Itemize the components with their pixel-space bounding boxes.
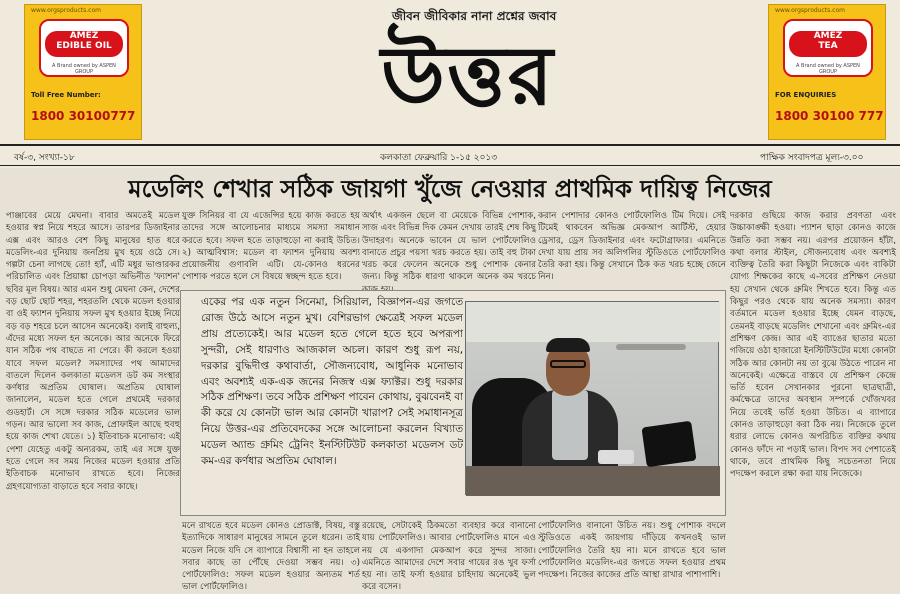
ad-phone-label: FOR ENQUIRIES (775, 91, 837, 99)
column-text: দরকার গুছিয়ে কাজ করার প্রবণতা এবং উচ্চাকাঙ্ক্ষী হওয়া। প্যাশন ছাড়া কোনও কাজে উন্নতি করা সম্ভব নয়। এরপর প্রয়োজন হাঁটা, কথা বলার স্টাইল, সৌজন্যবোধ এবং অবশ্যই ব্যক্তিত্ব তৈরি করা কিছুটা নিজেকে এবং বাকিটা যোগ্য শিক্ষকের কাছে এ-সবের প্রশিক্ষণ নেওয়া হয় সেখান থেকে গ্রুমিং শিখতে হবে। কিন্তু এত কিছুর পরও থেকে যায় অনেক সমস্যা। কারণ বর্তমানে মডেল হওয়ার ইচ্ছে যেমন বাড়ছে, তেমনই বাড়ছে মডেলিং শেখানো এবং গ্রুমিং-এর প্রশিক্ষণ কেন্দ্র। আর এই ব্যাঙের ছাতার মতো গজিয়ে ওঠা হাজারো ইনস্টিটিউটের মধ্যে কোনটা সঠিক আর কোনটা নয় তা বুঝে উঠতে পারেন না অনেকেই। এক্ষেত্রে বাস্তবে যে প্রশিক্ষণ কেন্দ্রে ভর্তি হবেন সেখানকার পুরনো ছাত্রছাত্রী, কর্মক্ষেত্রে তাদের অবস্থান সম্পর্কে খোঁজখবর নিয়ে তবেই ভর্তি হওয়া উচিত। এ ব্যাপারে কোনও তাড়াহুড়ো করা ঠিক নয়। নিজেকে তুলে ধরার লোভে কোনও অপরিচিত ব্যক্তির কথায় কোনও ফাঁদে না পড়াই ভাল। বিপদ সব পেশাতেই থাকে, তবে প্রাথমিক কিছু সচেতনতা নিয়ে পদক্ষেপ করলে রক্ষা করা যায় নিজেকে। (730, 211, 896, 480)
dateline-bar (0, 144, 900, 166)
intro-box (180, 290, 726, 516)
ad-group: A Brand owned by ASPEN GROUP (52, 63, 116, 75)
article-column-3-bottom (362, 520, 536, 593)
column-text: পোর্টফোলিও বানানো উচিত নয়। শুধু পোশাক বদলে স্টুডিওতে একই জায়গায় দাঁড়িয়ে কখনওই ভাল পোর্টফোলিও তৈরি হয় না। মনে রাখতে হবে ভাল পোর্টফোলিও মডেলিং-এর জগতে সফল হওয়ার প্রথম পদক্ষেপ। নিজের কাজের প্রতি আস্থা রাখার পাশাপাশি। (538, 521, 726, 581)
column-text: করান পেশাদার কোনও পোর্টফোলিও টিম দিয়ে। সেই টিমেই থাকবেন অভিজ্ঞ মেকআপ আর্টিস্ট, হেয়ার ড্রেসার, ড্রেস ডিজাইনার এবং ফটোগ্রাফার। এমনিতে দেখা যায় প্রায় সব অলিগলির স্টুডিওতে পোর্টফোলিও তৈরি করা হয়। কিন্তু সেখানে ঠিক কত খরচ হচ্ছে জেনে নিন। (538, 211, 726, 283)
amez-tea-advertisement[interactable] (768, 4, 886, 140)
photo-person-glasses (550, 360, 586, 368)
photo-lamp (616, 344, 686, 350)
article-headline: মডেলিং শেখার সঠিক জায়গা খুঁজে নেওয়ার প্রাথমিক দায়িত্ব নিজের (128, 175, 772, 203)
amez-logo (39, 19, 129, 77)
ad-brand: AMEZ EDIBLE OIL (45, 31, 123, 57)
photo-desk (466, 466, 720, 496)
article-column-2-bottom (182, 520, 360, 593)
issue-date: কলকাতা ফেব্রুয়ারি ১-১৫ ২০১৩ (380, 153, 498, 163)
ad-phone-number[interactable]: 1800 30100 777 (775, 109, 884, 123)
amez-oil-advertisement[interactable] (24, 4, 142, 140)
ad-phone-number[interactable]: 1800 30100777 (31, 109, 136, 123)
column-text: রয়েছে, সেটাকেই ঠিকমতো ব্যবহার করে বানানো যায় পোর্টফোলিও। আবার পোর্টফোলিও মানে এও নয় যে একগাদা মেকআপ করে সুন্দর সাজা। এমনিতে আমাদের দেশে সবার গায়ের রঙ খুব ফর্সা হয় না। তাই ফর্সা হওয়ার চাহিদায় অনেকেই ভুল করে বসেন। (362, 521, 536, 593)
article-column-4-top (538, 210, 726, 288)
article-column-5 (730, 210, 896, 578)
article-column-3-top (362, 210, 536, 288)
newspaper-name: উত্তর (381, 28, 555, 124)
photo-phone (598, 450, 634, 464)
column-text: যুক্ত সিনিয়র বা যে এজেন্সির হয়ে কাজ করতে হয় তাদের সঙ্গে আলোচনার মাধ্যমে সমস্যা সমাধান করতে হবে। সফল হতে তাড়াহুড়ো না করাই উচিত। ২) আত্মবিশ্বাস: মডেল বা ফ্যাশন দুনিয়ায় অবশ্য প্রয়োজনীয় গুণাবলি এটি। যে-কোনও ধরনের পোশাক পরতে হলে সে বিষয়ে স্বচ্ছন্দ হতে হবে। (182, 211, 360, 283)
column-text: পাঞ্জাবের মেয়ে মেঘনা। বাবার অমতেই মডেল হওয়ার স্বপ্ন নিয়ে শহরে আসে। তারপর ডিজাইনার এক্স এবং আরও বেশ কিছু মানুষের হাত ধরে মডেলিং-এর দুনিয়ায় জনপ্রিয় মুখ হয়ে ওঠে সে। গল্পটা চেনা লাগছে তো! হ্যাঁ, এটি মধুর ভাণ্ডারকর পরিচালিত এবং প্রিয়াঙ্কা চোপড়া অভিনীত 'ফ্যাশন' ছবির মূল বিষয়। আর এমন শুধু মেঘনা কেন, দেশের বড় ছোট ছোট শহর, শহরতলি থেকে মডেল হওয়ার বা ওই ফ্যাশন দুনিয়ায় সফল মুখ হওয়ার ইচ্ছে নিয়ে বড় বড় শহরে চলে আসেন অনেকেই। বলাই বাহুল্য, এঁদের মধ্যে সফল হন অনেকে। আর অনেকে ফিরে যান সঠিক পথ বাছতে না পেরে। কী করলে হওয়া যাবে সফল মডেল? সমস্যাদের পথ আমাদের বাতলে দিলেন কলকাতা মডেলস ডট কম সংস্থার কর্ণধার অপ্রতিম ঘোষাল। অপ্রতিম ঘোষাল জানালেন, মডেল হতে গেলে প্রথমেই দরকার গুডহার্ট। সে সঙ্গে দরকার সঠিক মডেলের ভাল গড়ন। আর ভালো সব কাজ, প্রোফাইল আছে হুবহু হয়ে কাজ শেখা যেতে। ১) ইতিবাচক মনোভাব: এই পেশা যেহেতু একটু অন্যরকম, তাই এর সঙ্গে যুক্ত হতে গেলে সব সময় নিজের মডেল হওয়ার প্রতি ইতিবাচক মনোভাব রাখতে হবে। নিজের গ্রহণযোগ্যতা বাড়াতে হবে সবার কাছে। (6, 211, 180, 492)
article-column-2-top (182, 210, 360, 288)
amez-logo (783, 19, 873, 77)
photo-tablet (641, 421, 696, 468)
column-text: অর্থাৎ একজন ছেলে বা মেয়েকে বিভিন্ন পোশাক, সাজ এবং বিভিন্ন দিক কেমন দেখায় তারই শেষ কিছু উদাহরণ। অনেকে ভাবেন যে ভাল পোর্টফোলিও বানাতে প্রচুর পয়সা খরচ করতে হয়। তাই বহু টাকা খরচ করে ফেলেন অনেকে শুধু পোশাক কেনার জন্য। কিন্তু সঠিক ধারণা থাকলে অনেক কম খরচে (362, 211, 536, 283)
ad-group: A Brand owned by ASPEN GROUP (796, 63, 860, 75)
interviewee-photo (465, 301, 719, 495)
masthead-tagline: জীবন জীবিকার নানা প্রশ্নের জবাব (392, 9, 557, 23)
ad-url: www.orgsproducts.com (31, 7, 101, 14)
issue-number: বর্ষ-৩, সংখ্যা-১৮ (14, 153, 75, 163)
article-intro: একের পর এক নতুন সিনেমা, সিরিয়াল, বিজ্ঞাপন-এর জগতে রোজ উঠে আসে নতুন মুখ। বেশিরভাগ ক্ষেত্রেই সফল মডেল প্রায় প্রত্যেকেই। আর মডেল হতে গেলে হতে হবে অপরূপা সুন্দরী, সেই ধারণাও আজকাল অচল। কারণ শুধু রূপ নয়, দরকার বুদ্ধিদীপ্ত কথাবার্তা, সৌজন্যবোধ, আধুনিক মনোভাব এবং অবশ্যই এক-এক জনের নিজস্ব এক্স ফ্যাক্টর। শুধু দরকার সঠিক প্রশিক্ষণ। তবে সঠিক প্রশিক্ষণ পাবেন কোথায়, বুঝবেনই বা কী করে যে কোনটা ভাল আর কোনটা খারাপ? সেই সমাধানসূত্র নিয়ে উত্তর-এর প্রতিবেদকের সঙ্গে আলোচনা করলেন বিখ্যাত মডেল অ্যান্ড গ্রুমিং ট্রেনিং ইনস্টিটিউট কলকাতা মডেলস ডট কম-এর কর্ণধার অপ্রতিম ঘোষাল। (201, 296, 463, 468)
photo-person-shirt (552, 390, 588, 460)
article-column-1 (6, 210, 180, 578)
photo-shelf (466, 302, 720, 342)
price: পাক্ষিক সংবাদপত্র মূল্য-৩.০০ (760, 153, 864, 163)
masthead (0, 0, 900, 168)
ad-url: www.orgsproducts.com (775, 7, 845, 14)
ad-phone-label: Toll Free Number: (31, 91, 101, 99)
article-column-4-bottom (538, 520, 726, 581)
ad-brand: AMEZ TEA (789, 31, 867, 57)
photo-person-hair (546, 338, 590, 352)
column-text: মনে রাখতে হবে মডেল কোনও প্রোডাক্ট, বিষয়, বস্তু ইত্যাদিকে সাধারণ মানুষের সামনে তুলে ধরেন। তাই মডেল নিজে যদি সে ব্যাপারে বিশ্বাসী না হন তাহলে সবার কাছে তা পৌঁছে দেওয়া সম্ভব নয়। ৩) পোর্টফোলিও: সফল মডেল হওয়ার অন্যতম শর্ত ভাল পোর্টফোলিও। (182, 521, 360, 593)
